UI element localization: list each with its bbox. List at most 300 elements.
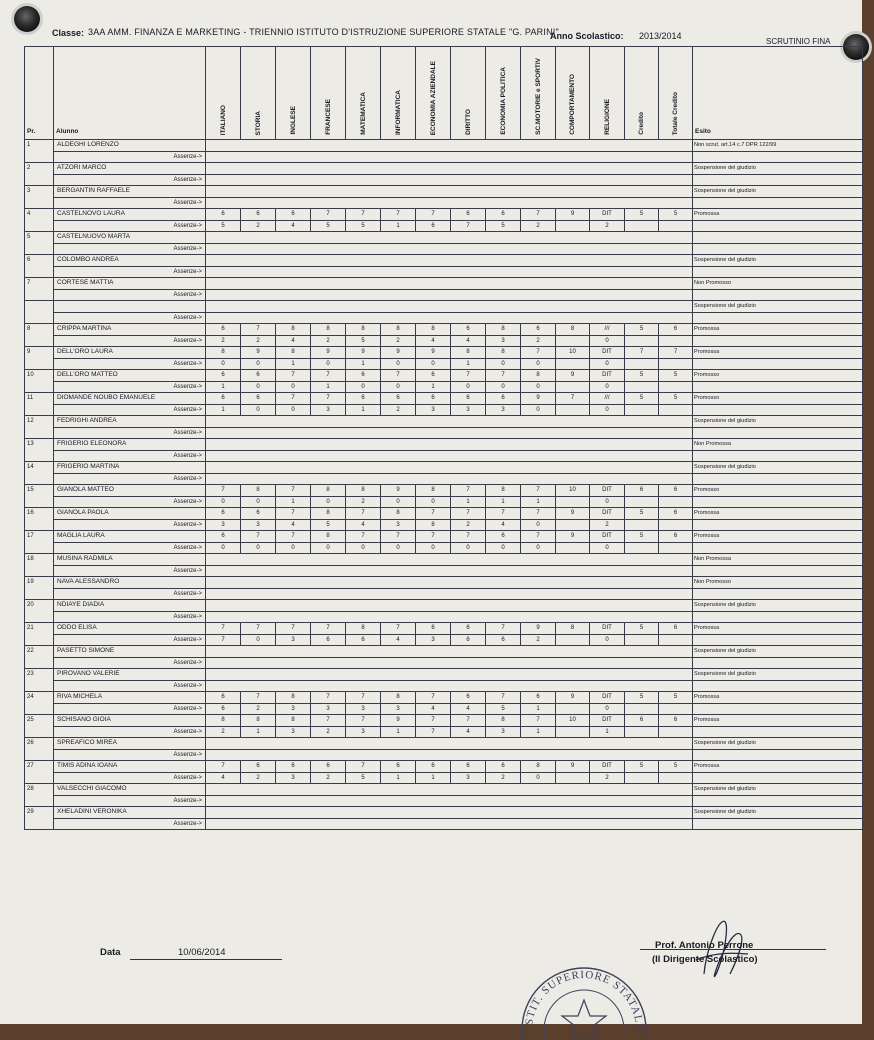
student-row bbox=[25, 761, 863, 773]
esito-cell: Promossa bbox=[693, 761, 863, 773]
esito-spacer bbox=[693, 473, 863, 485]
assenze-cell: 1 bbox=[451, 358, 486, 370]
grade-cell: 9 bbox=[556, 370, 590, 382]
student-row bbox=[25, 669, 863, 681]
assenze-cell: 3 bbox=[381, 519, 416, 531]
student-row bbox=[25, 554, 863, 566]
grade-cell: 6 bbox=[416, 393, 451, 405]
assenze-cell: 3 bbox=[486, 404, 521, 416]
assenze-cell: 0 bbox=[416, 496, 451, 508]
grade-cell: 6 bbox=[451, 393, 486, 405]
assenze-row bbox=[25, 565, 863, 577]
assenze-empty bbox=[206, 197, 693, 209]
grade-cell: 8 bbox=[276, 692, 311, 704]
student-name: ATZORI MARCO bbox=[54, 163, 206, 175]
assenze-row bbox=[25, 220, 863, 232]
assenze-cell: 4 bbox=[381, 634, 416, 646]
student-name: MUSINA RADMILA bbox=[54, 554, 206, 566]
grade-cell: 9 bbox=[381, 347, 416, 359]
grade-cell: 6 bbox=[206, 393, 241, 405]
esito-spacer bbox=[693, 657, 863, 669]
assenze-row bbox=[25, 818, 863, 830]
col-header-subject-label: Totale Credito bbox=[672, 91, 679, 135]
assenze-cell: 0 bbox=[590, 381, 625, 393]
grade-cell: 7 bbox=[521, 209, 556, 221]
esito-spacer bbox=[693, 726, 863, 738]
assenze-cell: 1 bbox=[311, 381, 346, 393]
assenze-cell: 4 bbox=[416, 703, 451, 715]
student-row bbox=[25, 646, 863, 658]
assenze-cell: 0 bbox=[590, 634, 625, 646]
grade-cell: 7 bbox=[486, 623, 521, 635]
assenze-cell bbox=[659, 726, 693, 738]
student-row bbox=[25, 324, 863, 336]
esito-cell: Sospensione del giudizio bbox=[693, 600, 863, 612]
student-name: TIMIS ADINA IOANA bbox=[54, 761, 206, 773]
assenze-cell: 7 bbox=[206, 634, 241, 646]
assenze-cell: 1 bbox=[521, 703, 556, 715]
assenze-cell: 5 bbox=[346, 772, 381, 784]
assenze-label: Assenze-> bbox=[54, 749, 206, 761]
assenze-label: Assenze-> bbox=[54, 404, 206, 416]
student-number: 28 bbox=[25, 784, 54, 807]
student-name: SPREAFICO MIREA bbox=[54, 738, 206, 750]
grade-cell: 6 bbox=[521, 692, 556, 704]
student-name: DIOMANDE NOUBO EMANUELE bbox=[54, 393, 206, 405]
grade-cell: 9 bbox=[556, 531, 590, 543]
grade-cell: 6 bbox=[206, 324, 241, 336]
esito-cell: Promossa bbox=[693, 209, 863, 221]
col-header-subject-label: INGLESE bbox=[289, 106, 297, 135]
assenze-cell: 6 bbox=[486, 634, 521, 646]
grade-cell: 7 bbox=[556, 393, 590, 405]
grade-cell: 7 bbox=[311, 209, 346, 221]
assenze-row bbox=[25, 289, 863, 301]
assenze-cell bbox=[625, 634, 659, 646]
student-number: 5 bbox=[25, 232, 54, 255]
assenze-cell: 1 bbox=[346, 358, 381, 370]
assenze-cell: 4 bbox=[276, 335, 311, 347]
grade-cell: 6 bbox=[486, 393, 521, 405]
assenze-label: Assenze-> bbox=[54, 220, 206, 232]
esito-cell: Sospensione del giudizio bbox=[693, 416, 863, 428]
assenze-cell: 0 bbox=[590, 404, 625, 416]
esito-cell: Sospensione del giudizio bbox=[693, 255, 863, 267]
grade-cell: 6 bbox=[276, 209, 311, 221]
assenze-cell: 0 bbox=[451, 542, 486, 554]
grade-cell: 9 bbox=[556, 209, 590, 221]
assenze-cell: 0 bbox=[486, 542, 521, 554]
grade-cell: 7 bbox=[486, 370, 521, 382]
assenze-cell: 4 bbox=[276, 220, 311, 232]
grade-cell: 6 bbox=[659, 508, 693, 520]
grade-cell: 9 bbox=[346, 347, 381, 359]
assenze-label: Assenze-> bbox=[54, 565, 206, 577]
grade-cell: 8 bbox=[241, 485, 276, 497]
assenze-cell: 1 bbox=[521, 726, 556, 738]
assenze-row bbox=[25, 703, 863, 715]
assenze-cell: 0 bbox=[381, 542, 416, 554]
student-number: 26 bbox=[25, 738, 54, 761]
esito-cell: Promosso bbox=[693, 485, 863, 497]
assenze-cell: 2 bbox=[521, 220, 556, 232]
assenze-label: Assenze-> bbox=[54, 243, 206, 255]
esito-cell: Sospensione del giudizio bbox=[693, 807, 863, 819]
assenze-empty bbox=[206, 680, 693, 692]
grade-cell: 9 bbox=[416, 347, 451, 359]
assenze-cell: 1 bbox=[381, 772, 416, 784]
grade-cell: 7 bbox=[521, 531, 556, 543]
assenze-label: Assenze-> bbox=[54, 703, 206, 715]
assenze-cell: 3 bbox=[206, 519, 241, 531]
assenze-cell: 2 bbox=[311, 335, 346, 347]
grade-cell: 10 bbox=[556, 485, 590, 497]
student-name: NAVA ALESSANDRO bbox=[54, 577, 206, 589]
student-number: 15 bbox=[25, 485, 54, 508]
assenze-cell: 4 bbox=[416, 335, 451, 347]
grade-cell: 6 bbox=[451, 692, 486, 704]
student-row bbox=[25, 255, 863, 267]
grade-cell: 7 bbox=[346, 692, 381, 704]
grade-cell: 6 bbox=[381, 761, 416, 773]
assenze-cell: 7 bbox=[451, 220, 486, 232]
grade-cell: 8 bbox=[416, 485, 451, 497]
student-row bbox=[25, 600, 863, 612]
student-number: 29 bbox=[25, 807, 54, 830]
grades-empty bbox=[206, 646, 693, 658]
student-number: 21 bbox=[25, 623, 54, 646]
esito-cell: Sospensione del giudizio bbox=[693, 301, 863, 313]
assenze-cell: 0 bbox=[590, 358, 625, 370]
grade-cell: DIT bbox=[590, 692, 625, 704]
grade-cell: 5 bbox=[659, 393, 693, 405]
assenze-cell: 3 bbox=[416, 404, 451, 416]
assenze-row bbox=[25, 772, 863, 784]
assenze-cell: 1 bbox=[206, 404, 241, 416]
assenze-cell: 7 bbox=[416, 726, 451, 738]
grade-cell: 7 bbox=[451, 531, 486, 543]
col-header-subject bbox=[556, 47, 590, 140]
assenze-cell: 0 bbox=[241, 381, 276, 393]
assenze-cell: 0 bbox=[521, 358, 556, 370]
grade-cell: 9 bbox=[311, 347, 346, 359]
grade-cell: 7 bbox=[206, 485, 241, 497]
grade-cell: 7 bbox=[346, 508, 381, 520]
col-header-subject bbox=[311, 47, 346, 140]
student-number: 12 bbox=[25, 416, 54, 439]
assenze-label: Assenze-> bbox=[54, 197, 206, 209]
esito-spacer bbox=[693, 565, 863, 577]
assenze-cell: 5 bbox=[346, 335, 381, 347]
grade-cell: 7 bbox=[381, 370, 416, 382]
grade-cell: 8 bbox=[486, 485, 521, 497]
student-number: 4 bbox=[25, 209, 54, 232]
student-number: 7 bbox=[25, 278, 54, 301]
esito-cell: Non scrut. art.14 c.7 DPR 122/99 bbox=[693, 140, 863, 152]
grade-cell: 8 bbox=[381, 692, 416, 704]
esito-spacer bbox=[693, 197, 863, 209]
grade-cell: 8 bbox=[311, 324, 346, 336]
assenze-cell: 0 bbox=[521, 404, 556, 416]
grade-cell: 8 bbox=[451, 347, 486, 359]
grade-cell: 8 bbox=[206, 347, 241, 359]
assenze-cell: 0 bbox=[206, 542, 241, 554]
col-header-subject bbox=[521, 47, 556, 140]
grade-cell: 6 bbox=[241, 393, 276, 405]
esito-cell: Non Promosso bbox=[693, 577, 863, 589]
assenze-empty bbox=[206, 174, 693, 186]
grade-cell: 5 bbox=[659, 761, 693, 773]
grade-cell: 7 bbox=[311, 692, 346, 704]
grade-cell: 5 bbox=[659, 209, 693, 221]
grade-cell: 6 bbox=[416, 623, 451, 635]
col-header-subject-label: DIRITTO bbox=[464, 109, 472, 135]
grade-cell: 10 bbox=[556, 347, 590, 359]
assenze-empty bbox=[206, 450, 693, 462]
esito-spacer bbox=[693, 220, 863, 232]
assenze-cell: 3 bbox=[451, 772, 486, 784]
assenze-cell: 0 bbox=[381, 381, 416, 393]
student-name: GIANOLA MATTEO bbox=[54, 485, 206, 497]
student-name: DELL'ORO MATTEO bbox=[54, 370, 206, 382]
assenze-label: Assenze-> bbox=[54, 634, 206, 646]
assenze-label: Assenze-> bbox=[54, 726, 206, 738]
grade-cell: /// bbox=[590, 393, 625, 405]
student-row bbox=[25, 370, 863, 382]
assenze-label: Assenze-> bbox=[54, 772, 206, 784]
grade-cell: 9 bbox=[381, 715, 416, 727]
assenze-label: Assenze-> bbox=[54, 519, 206, 531]
assenze-row bbox=[25, 473, 863, 485]
esito-spacer bbox=[693, 381, 863, 393]
grade-cell: 6 bbox=[451, 623, 486, 635]
assenze-label: Assenze-> bbox=[54, 151, 206, 163]
assenze-row bbox=[25, 312, 863, 324]
assenze-cell bbox=[556, 703, 590, 715]
assenze-cell: 2 bbox=[381, 335, 416, 347]
class-label: Classe: bbox=[52, 28, 85, 38]
grade-cell: 6 bbox=[241, 370, 276, 382]
grade-cell: 7 bbox=[311, 715, 346, 727]
grade-cell: 6 bbox=[241, 508, 276, 520]
student-name: FEDRIGHI ANDREA bbox=[54, 416, 206, 428]
assenze-cell: 1 bbox=[276, 496, 311, 508]
assenze-cell: 1 bbox=[486, 496, 521, 508]
grade-cell: 7 bbox=[241, 531, 276, 543]
assenze-cell: 2 bbox=[311, 726, 346, 738]
grades-empty bbox=[206, 669, 693, 681]
student-name: GIANOLA PAOLA bbox=[54, 508, 206, 520]
assenze-cell: 4 bbox=[486, 519, 521, 531]
assenze-cell bbox=[556, 519, 590, 531]
assenze-row bbox=[25, 174, 863, 186]
grade-cell: DIT bbox=[590, 370, 625, 382]
assenze-empty bbox=[206, 588, 693, 600]
principal-name: Prof. Antonio Perrone bbox=[655, 940, 754, 951]
grade-cell: 6 bbox=[625, 715, 659, 727]
assenze-cell bbox=[625, 519, 659, 531]
assenze-cell: 1 bbox=[521, 496, 556, 508]
grade-cell: 7 bbox=[381, 209, 416, 221]
col-header-subject bbox=[416, 47, 451, 140]
grade-cell: 8 bbox=[346, 485, 381, 497]
assenze-cell bbox=[659, 496, 693, 508]
student-number: 17 bbox=[25, 531, 54, 554]
grade-cell: 7 bbox=[521, 715, 556, 727]
grade-cell: 7 bbox=[346, 761, 381, 773]
grade-cell: 7 bbox=[276, 370, 311, 382]
assenze-label: Assenze-> bbox=[54, 335, 206, 347]
esito-cell: Promosso bbox=[693, 370, 863, 382]
grade-cell: 8 bbox=[416, 324, 451, 336]
assenze-cell: 0 bbox=[241, 634, 276, 646]
grade-cell: DIT bbox=[590, 715, 625, 727]
col-header-subject-label: ECONOMIA POLITICA bbox=[499, 67, 507, 135]
assenze-cell: 0 bbox=[206, 358, 241, 370]
student-number: 18 bbox=[25, 554, 54, 577]
assenze-cell: 0 bbox=[590, 335, 625, 347]
seal-text: ISTIT. SUPERIORE STATALE bbox=[522, 968, 646, 1032]
assenze-cell: 6 bbox=[311, 634, 346, 646]
grade-cell: 9 bbox=[521, 393, 556, 405]
student-number: 11 bbox=[25, 393, 54, 416]
header-row bbox=[25, 47, 863, 140]
assenze-row bbox=[25, 496, 863, 508]
grade-cell: 5 bbox=[625, 761, 659, 773]
school-year-value: 2013/2014 bbox=[639, 31, 682, 41]
assenze-row bbox=[25, 680, 863, 692]
student-row bbox=[25, 140, 863, 152]
assenze-empty bbox=[206, 657, 693, 669]
grade-cell: 8 bbox=[381, 324, 416, 336]
grade-cell: 6 bbox=[659, 715, 693, 727]
grade-cell: 9 bbox=[521, 623, 556, 635]
grades-empty bbox=[206, 807, 693, 819]
col-header-subject-label: ECONOMIA AZIENDALE bbox=[429, 60, 437, 135]
grade-cell: 6 bbox=[486, 531, 521, 543]
assenze-cell: 0 bbox=[590, 496, 625, 508]
assenze-cell bbox=[556, 726, 590, 738]
assenze-label: Assenze-> bbox=[54, 818, 206, 830]
assenze-cell: 0 bbox=[241, 404, 276, 416]
grades-empty bbox=[206, 163, 693, 175]
student-row bbox=[25, 462, 863, 474]
assenze-cell: 0 bbox=[590, 703, 625, 715]
assenze-row bbox=[25, 611, 863, 623]
grade-cell: 8 bbox=[521, 761, 556, 773]
assenze-cell: 1 bbox=[381, 726, 416, 738]
grade-cell: 9 bbox=[556, 508, 590, 520]
assenze-cell: 0 bbox=[451, 381, 486, 393]
assenze-row bbox=[25, 427, 863, 439]
col-header-subject bbox=[625, 47, 659, 140]
assenze-cell: 3 bbox=[241, 519, 276, 531]
assenze-cell: 2 bbox=[590, 519, 625, 531]
grade-cell: 6 bbox=[451, 324, 486, 336]
assenze-cell bbox=[625, 381, 659, 393]
assenze-cell bbox=[625, 703, 659, 715]
grade-cell: 8 bbox=[346, 623, 381, 635]
esito-cell: Promossa bbox=[693, 508, 863, 520]
grades-empty bbox=[206, 600, 693, 612]
grade-cell: 8 bbox=[206, 715, 241, 727]
student-name: NDIAYE DIADIA bbox=[54, 600, 206, 612]
student-name: RIVA MICHELA bbox=[54, 692, 206, 704]
grades-empty bbox=[206, 462, 693, 474]
assenze-empty bbox=[206, 266, 693, 278]
assenze-cell: 1 bbox=[346, 404, 381, 416]
assenze-empty bbox=[206, 611, 693, 623]
assenze-label: Assenze-> bbox=[54, 588, 206, 600]
esito-cell: Promossa bbox=[693, 324, 863, 336]
assenze-row bbox=[25, 726, 863, 738]
date-label: Data bbox=[100, 947, 121, 958]
esito-cell: Sospensione del giudizio bbox=[693, 163, 863, 175]
student-row bbox=[25, 577, 863, 589]
esito-spacer bbox=[693, 358, 863, 370]
student-number: 3 bbox=[25, 186, 54, 209]
esito-spacer bbox=[693, 243, 863, 255]
student-number: 6 bbox=[25, 255, 54, 278]
assenze-cell: 4 bbox=[206, 772, 241, 784]
assenze-cell bbox=[659, 703, 693, 715]
grade-cell: 9 bbox=[556, 692, 590, 704]
grade-cell: 7 bbox=[625, 347, 659, 359]
assenze-cell bbox=[556, 404, 590, 416]
grade-cell: 8 bbox=[381, 508, 416, 520]
assenze-cell: 2 bbox=[590, 220, 625, 232]
assenze-cell: 4 bbox=[346, 519, 381, 531]
assenze-label: Assenze-> bbox=[54, 496, 206, 508]
assenze-cell: 1 bbox=[381, 220, 416, 232]
assenze-label: Assenze-> bbox=[54, 473, 206, 485]
grade-cell: 7 bbox=[346, 531, 381, 543]
student-row bbox=[25, 439, 863, 451]
date-underline bbox=[130, 959, 282, 960]
assenze-row bbox=[25, 588, 863, 600]
assenze-label: Assenze-> bbox=[54, 381, 206, 393]
grade-cell: 6 bbox=[206, 531, 241, 543]
assenze-cell: 0 bbox=[486, 381, 521, 393]
student-number: 8 bbox=[25, 324, 54, 347]
grade-cell: 7 bbox=[521, 347, 556, 359]
assenze-cell bbox=[625, 726, 659, 738]
assenze-cell: 2 bbox=[241, 335, 276, 347]
student-number: 13 bbox=[25, 439, 54, 462]
grade-cell: 5 bbox=[625, 508, 659, 520]
assenze-empty bbox=[206, 427, 693, 439]
assenze-cell: 2 bbox=[590, 772, 625, 784]
grade-cell: DIT bbox=[590, 347, 625, 359]
esito-spacer bbox=[693, 519, 863, 531]
assenze-cell bbox=[556, 358, 590, 370]
col-header-subject bbox=[659, 47, 693, 140]
grades-empty bbox=[206, 439, 693, 451]
school-year-label: Anno Scolastico: bbox=[550, 31, 624, 41]
grade-cell: DIT bbox=[590, 485, 625, 497]
col-header-subject bbox=[206, 47, 241, 140]
grade-cell: 8 bbox=[311, 531, 346, 543]
assenze-cell: 4 bbox=[451, 726, 486, 738]
grade-cell: 7 bbox=[381, 531, 416, 543]
student-row bbox=[25, 807, 863, 819]
assenze-row bbox=[25, 404, 863, 416]
grade-cell: 8 bbox=[486, 324, 521, 336]
student-name: CASTELNUOVO MARTA bbox=[54, 232, 206, 244]
assenze-cell: 0 bbox=[521, 519, 556, 531]
grade-cell: 8 bbox=[486, 715, 521, 727]
col-header-subject-label: STORIA bbox=[254, 110, 262, 135]
